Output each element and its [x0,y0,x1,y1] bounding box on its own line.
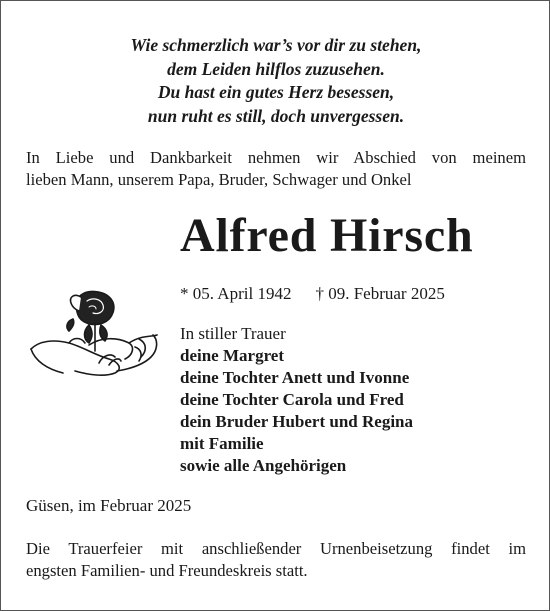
farewell-line: In Liebe und Dankbarkeit nehmen wir Abschied von meinem [26,148,526,167]
poem [1,34,550,128]
place-date: Güsen, im Februar 2025 [26,496,192,515]
poem-line: nun ruht es still, doch unvergessen. [147,105,405,126]
poem-line: Du hast ein gutes Herz besessen, [157,82,395,102]
life-dates [180,283,445,305]
farewell-text [26,147,526,191]
poem-line: Wie schmerzlich war’s vor dir zu stehen, [130,35,422,55]
deceased-name: Alfred Hirsch [180,209,474,262]
rose-in-hands-icon [29,285,169,385]
mourner-line: deine Tochter Anett und Ivonne [180,368,410,387]
poem-line: dem Leiden hilflos zuzusehen. [167,58,385,79]
funeral-notice [26,538,526,582]
notice-line: Die Trauerfeier mit anschließender Urnenbeisetzung findet im [26,539,526,558]
birth-date: * 05. April 1942 [180,284,292,303]
mourners-list [180,323,413,477]
mourner-line: dein Bruder Hubert und Regina [180,412,414,431]
mourner-line: deine Tochter Carola und Fred [180,390,404,409]
farewell-line: lieben Mann, unserem Papa, Bruder, Schwager und Onkel [26,170,412,189]
mourners-intro: In stiller Trauer [180,324,286,343]
mourner-line: mit Familie [180,434,264,453]
notice-line: engsten Familien- und Freundeskreis statt. [26,561,308,580]
mourner-line: deine Margret [180,346,285,365]
death-date: † 09. Februar 2025 [315,284,445,303]
mourner-line: sowie alle Angehörigen [180,456,347,475]
